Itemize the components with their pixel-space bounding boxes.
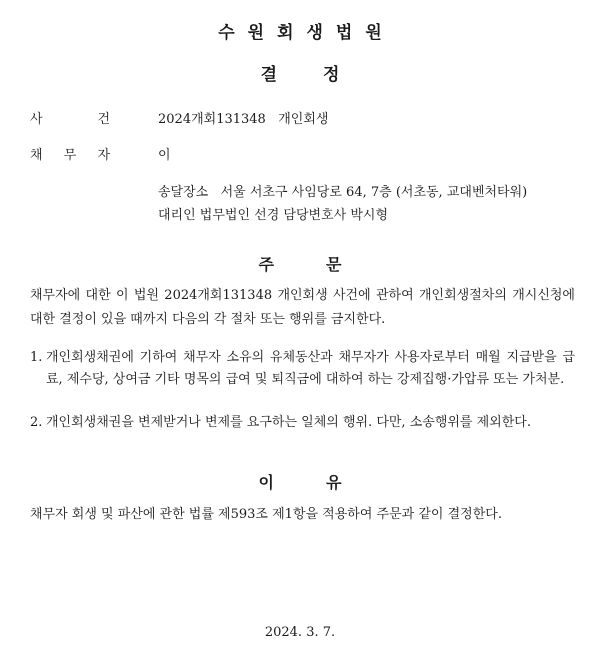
legal-agent: 대리인 법무법인 선경 담당변호사 박시형: [158, 208, 389, 223]
document-type-title: 결정: [260, 65, 386, 85]
order-heading: 주문: [258, 255, 394, 274]
order-list-item: [30, 412, 575, 434]
order-list-item: [30, 347, 575, 391]
reason-text: 채무자 회생 및 파산에 관한 법률 제593조 제1항을 적용하여 주문과 같이 결정한다.: [30, 507, 502, 522]
debtor-name: 이: [158, 148, 171, 163]
case-label-char: 건: [97, 112, 110, 127]
list-item-number: 2.: [30, 415, 43, 430]
list-item-number: 1.: [30, 350, 43, 365]
reason-heading: 이유: [258, 473, 394, 492]
debtor-label-char: 자: [97, 148, 110, 163]
list-item-text: 개인회생채권을 변제받거나 변제를 요구하는 일체의 행위. 다만, 소송행위를 제외한다.: [46, 415, 531, 430]
case-label: [30, 108, 110, 127]
list-item-text: 개인회생채권에 기하여 채무자 소유의 유체동산과 채무자가 사용자로부터 매월 지급받을 급료, 제수당, 상여금 기타 명목의 급여 및 퇴직금에 대하여 하는 강제집행·가압류 또는 가처분.: [46, 350, 575, 387]
case-label-char: 사: [30, 112, 43, 127]
debtor-label-char: 채: [30, 148, 43, 163]
case-number: 2024개회131348 개인회생: [158, 112, 329, 127]
order-text: 채무자에 대한 이 법원 2024개회131348 개인회생 사건에 관하여 개인회생절차의 개시신청에 대한 결정이 있을 때까지 다음의 각 절차 또는 행위를 금지한다.: [30, 288, 575, 327]
service-address: 송달장소 서울 서초구 사임당로 64, 7층 (서초동, 교대벤처타워): [158, 185, 528, 200]
debtor-label: [30, 144, 110, 163]
debtor-label-char: 무: [63, 148, 77, 163]
decision-date: 2024. 3. 7.: [264, 625, 336, 640]
court-name: 수원회생법원: [218, 23, 395, 43]
